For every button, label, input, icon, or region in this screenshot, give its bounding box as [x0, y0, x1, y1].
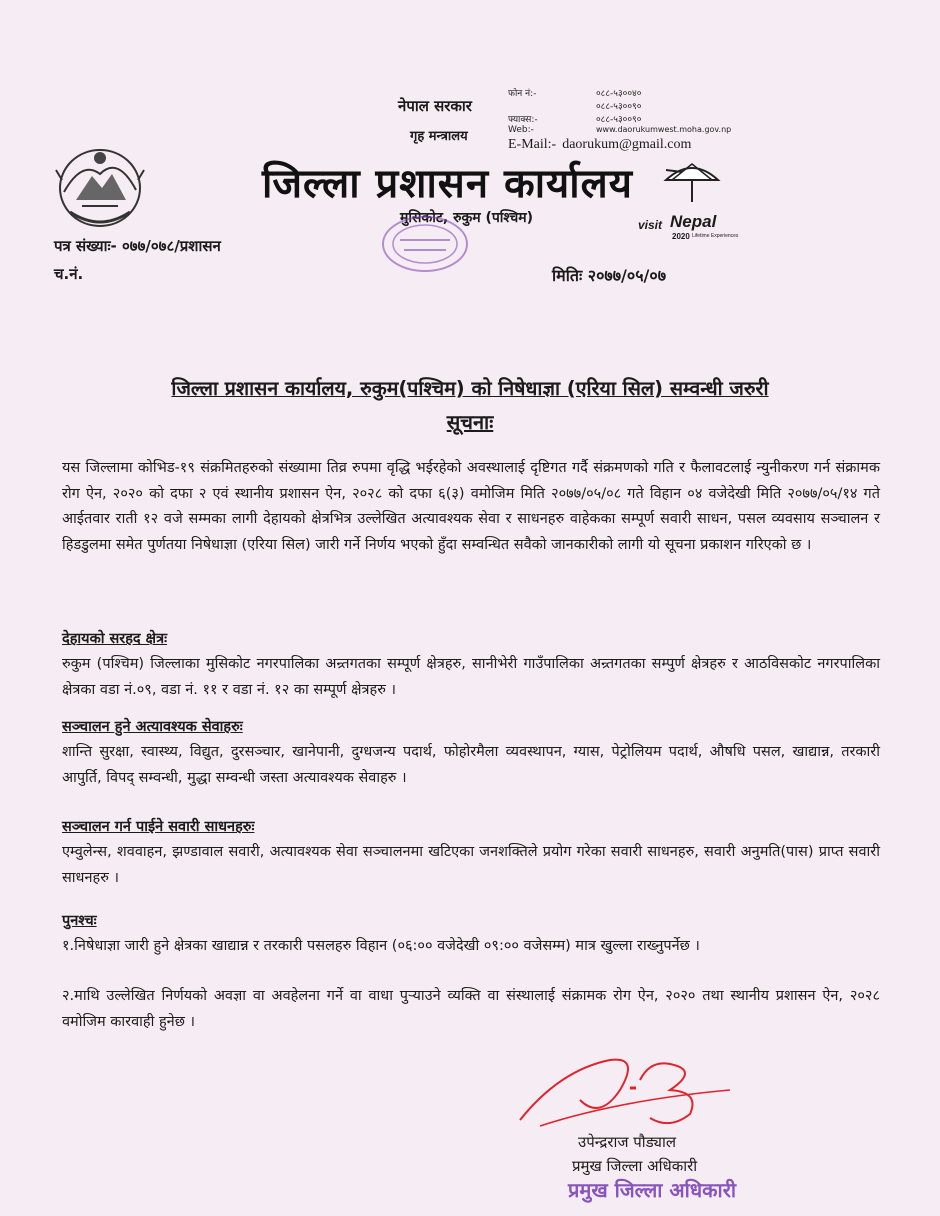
office-seal-stamp — [380, 214, 470, 274]
umbrella-icon — [662, 160, 722, 204]
email-value: daorukum@gmail.com — [562, 137, 692, 152]
contact-row — [508, 125, 758, 135]
section-body: रुकुम (पश्चिम) जिल्लाका मुसिकोट नगरपालिका अन्र्तगतका सम्पूर्ण क्षेत्रहरु, सानीभेरी गाउँपालिका अन्र्तगतका सम्पुर्ण क्षेत्रहरु र आठविसकोट नगरपालिका क्षेत्रका वडा नं.०९, वडा नं. ११ र वडा नं. १२ का सम्पूर्ण क्षेत्रहरु । — [62, 656, 880, 698]
handwritten-signature — [500, 1030, 760, 1140]
visit-word: visit — [638, 218, 663, 232]
section-heading: सञ्चालन गर्न पाईने सवारी साधनहरुः — [62, 819, 255, 835]
notice-intro: यस जिल्लामा कोभिड-१९ संक्रमितहरुको संख्यामा तिव्र रुपमा वृद्धि भईरहेको अवस्थालाई दृष्टिगत गर्दै संक्रमणको गति र फैलावटलाई न्युनीकरण गर्न संक्रामक रोग ऐन, २०२० को दफा २ एवं स्थानीय प्रशासन ऐन, २०२८ को दफा ६(३) वमोजिम मिति २०७७/०५/०८ गते विहान ०४ वजेदेखी मिति २०७७/०५/१४ गते आईतवार राती १२ वजे सम्मका लागी देहायको क्षेत्रभित्र उल्लेखित अत्यावश्यक सेवा र साधनहरु वाहेकका सम्पूर्ण सवारी साधन, पसल व्यवसाय सञ्चालन र हिडडुलमा समेत पुर्णतया निषेधाज्ञा (एरिया सिल) जारी गर्ने निर्णय भएको हुँदा सम्वन्धित सवैको जानकारीको लागी यो सूचना प्रकाशन गरिएको छ । — [62, 460, 880, 553]
nepal-word: Nepal — [670, 212, 717, 231]
email-row — [508, 137, 758, 153]
signature-icon — [500, 1030, 760, 1140]
contact-label: Web:- — [508, 125, 534, 135]
signatory-name: उपेन्द्रराज पौड्याल — [578, 1133, 677, 1151]
office-location: मुसिकोट, रुकुम (पश्चिम) — [400, 210, 534, 226]
letter-date: मितिः २०७७/०५/०७ — [552, 266, 667, 285]
reference-number: पत्र संख्याः- ०७७/०७८/प्रशासन — [54, 237, 221, 255]
contact-row — [508, 86, 758, 99]
office-title: जिल्ला प्रशासन कार्यालय — [262, 160, 633, 207]
dispatch-number: च.नं. — [54, 265, 84, 283]
emblem-icon — [52, 140, 148, 232]
visit-nepal-logo — [632, 160, 742, 250]
notice-subtitle: सूचनाः — [446, 410, 494, 434]
contact-row — [508, 99, 758, 112]
contact-label: फ्याक्स:- — [508, 115, 538, 125]
visit-year: 2020 — [672, 232, 690, 241]
contact-row — [508, 112, 758, 125]
section-body: एम्वुलेन्स, शववाहन, झण्डावाल सवारी, अत्यावश्यक सेवा सञ्चालनमा खटिएका जनशक्तिले प्रयोग गरेका सवारी साधनहरु, सवारी अनुमति(पास) प्राप्त सवारी साधनहरु । — [62, 844, 880, 886]
ministry-name: गृह मन्त्रालय — [410, 129, 468, 144]
section-body: शान्ति सुरक्षा, स्वास्थ्य, विद्युत, दुरसञ्चार, खानेपानी, दुग्धजन्य पदार्थ, फोहोरमैला व्यवस्थापन, ग्यास, पेट्रोलियम पदार्थ, औषधि पसल, खाद्यान्न, तरकारी आपुर्ति, विपद् सम्वन्धी, मुद्धा सम्वन्धी जस्ता अत्यावश्यक सेवाहरु । — [62, 744, 880, 786]
postscript-heading: पुनश्चः — [62, 913, 97, 929]
government-name: नेपाल सरकार — [398, 97, 472, 115]
nepal-government-emblem — [52, 140, 148, 232]
email-label: E-Mail:- — [508, 137, 557, 152]
contact-value: ०८८-५३००९० — [596, 115, 642, 125]
postscript-item: २.माथि उल्लेखित निर्णयको अवज्ञा वा अवहेलना गर्ने वा वाधा पुर्‍याउने व्यक्ति वा संस्थालाई संक्रामक रोग ऐन, २०२० तथा स्थानीय प्रशासन ऐन, २०२८ वमोजिम कारवाही हुनेछ । — [62, 988, 880, 1030]
contact-value: ०८८-५३००९० — [596, 102, 642, 112]
section-heading: सञ्चालन हुने अत्यावश्यक सेवाहरुः — [62, 719, 243, 735]
notice-title: जिल्ला प्रशासन कार्यालय, रुकुम(पश्चिम) को निषेधाज्ञा (एरिया सिल) सम्वन्धी जरुरी — [171, 377, 769, 400]
contact-label: फोन नं:- — [508, 89, 537, 99]
contact-block — [508, 86, 758, 153]
postscript-item: १.निषेधाज्ञा जारी हुने क्षेत्रका खाद्यान्न र तरकारी पसलहरु विहान (०६:०० वजेदेखी ०९:०० वजेसम्म) मात्र खुल्ला राख्नुपर्नेछ । — [62, 938, 700, 954]
contact-label — [508, 99, 566, 112]
contact-value: ०८८-५३००४० — [596, 89, 642, 99]
visit-tagline: Lifetime Experiences — [692, 233, 739, 239]
website-value: www.daorukumwest.moha.gov.np — [596, 125, 732, 134]
section-heading: देहायको सरहद क्षेत्रः — [62, 631, 168, 647]
signatory-designation: प्रमुख जिल्ला अधिकारी — [572, 1157, 698, 1175]
seal-icon — [380, 214, 470, 274]
designation-stamp: प्रमुख जिल्ला अधिकारी — [568, 1178, 737, 1202]
